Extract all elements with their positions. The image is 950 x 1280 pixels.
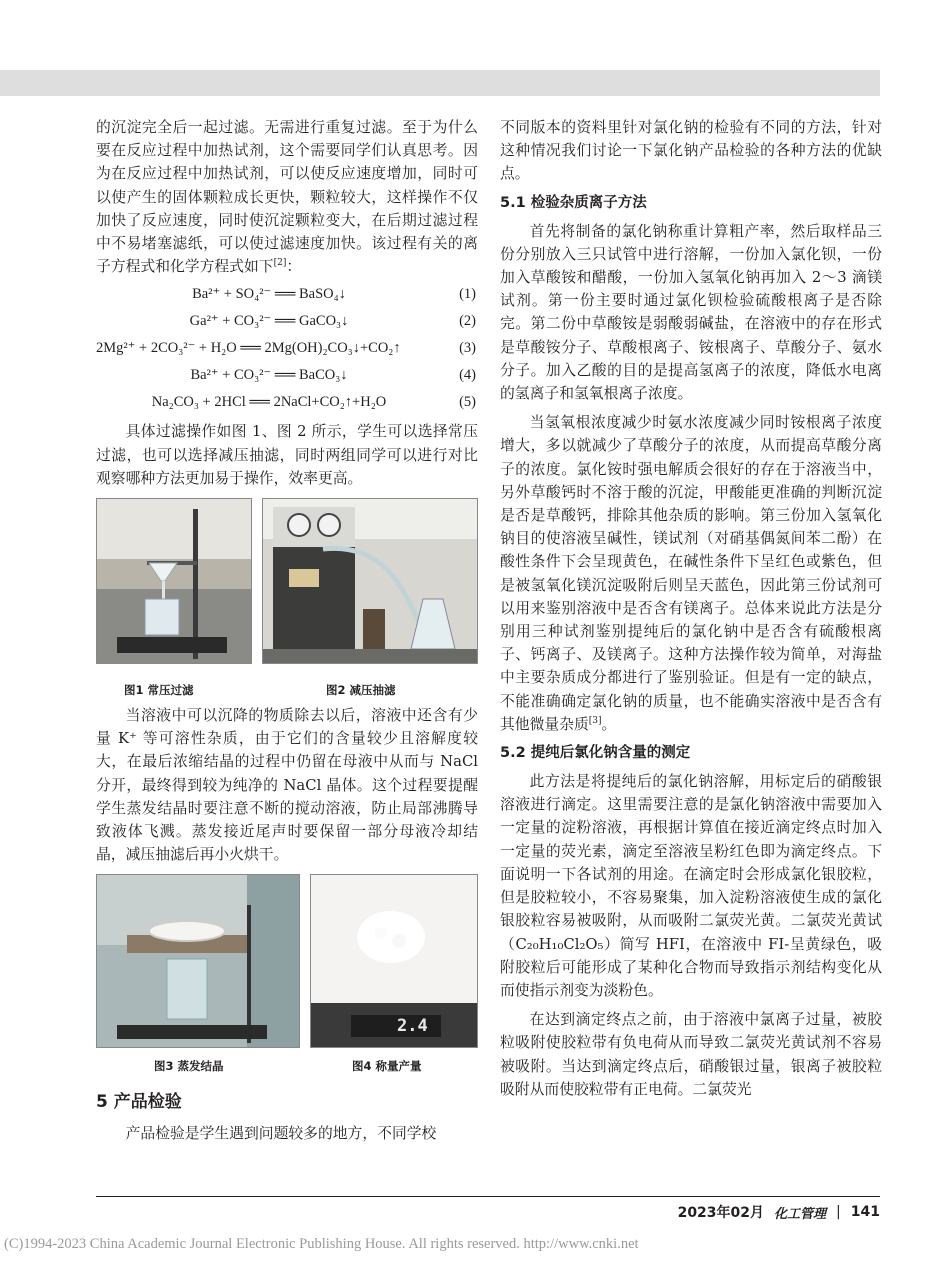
page-footer	[678, 1202, 880, 1222]
left-paragraph-3: 当溶液中可以沉降的物质除去以后，溶液中还含有少量 K⁺ 等可溶性杂质，由于它们的含量较少且溶解度较大，在最后浓缩结晶的过程中仍留在母液中从而与 NaCl 分开，最终得到较为纯净的 NaCl 晶体。这个过程要提醒学生蒸发结晶时要注意不断的搅动溶液，防止局部沸腾导致液体飞溅。蒸发接近尾声时要保留一部分母液冷却结晶，减压抽滤后再小火烘干。	[96, 707, 478, 864]
right-column	[500, 116, 882, 1101]
section-5-2-title: 5.2 提纯后氯化钠含量的测定	[500, 745, 691, 762]
right-paragraph-2: 首先将制备的氯化钠称重计算粗产率，然后取样品三份分别放入三只试管中进行溶解，一份加入氯化钡，一份加入草酸铵和醋酸，一份加入氢氧化钠再加入 2～3 滴镁试剂。第一份主要时通过氯化钡检验硫酸根离子是否除完。第二份中草酸铵是弱酸弱碱盐，在溶液中的存在形式是草酸铵分子、草酸根离子、铵根离子、草酸分子、氨水分子。加入乙酸的目的是提高氢离子的浓度，降低水电离的氢离子和氢氧根离子浓度。	[500, 222, 882, 403]
equation-5: Na₂CO₃ + 2HCl ══ 2NaCl+CO₂↑+H₂O (5)	[151, 394, 476, 411]
figure-3-photo	[96, 874, 300, 1048]
equation-3: 2Mg²⁺ + 2CO₃²⁻ + H₂O ══ 2Mg(OH)₂CO₃↓+CO₂↑ (3)	[96, 340, 476, 357]
left-paragraph-1: 的沉淀完全后一起过滤。无需进行重复过滤。至于为什么要在反应过程中加热试剂，这个需要同学们认真思考。因为在反应过程中加热试剂，可以使反应速度增加，同时可以使产生的固体颗粒成长更快，颗粒较大，这样操作不仅加快了反应速度，同时使沉淀颗粒变大，在后期过滤过程中不易堵塞滤纸，可以使过滤速度加快。该过程有关的离子方程式和化学方程式如下[2]：	[96, 119, 478, 276]
figure-row-1	[96, 498, 478, 674]
footer-separator: |	[836, 1204, 841, 1220]
right-paragraph-3: 当氢氧根浓度减少时氨水浓度减少同时铵根离子浓度增大，多以就减少了草酸分子的浓度，从而提高草酸分离子的浓度。氯化铵时强电解质会很好的存在于溶液当中，另外草酸钙时不溶于酸的沉淀，甲酸能更准确的判断沉淀是否是草酸钙，排除其他杂质的影响。第三份加入氢氧化钠目的使溶液呈碱性，镁试剂（对硝基偶氮间苯二酚）在酸性条件下会呈现黄色，在碱性条件下呈红色或紫色，但是被氢氧化镁沉淀吸附后则呈天蓝色，因此第三份试剂可以用来鉴别溶液中是否含有镁离子。总体来说此方法是分别用三种试剂鉴别提纯后的氯化钠中是否含有硫酸根离子、钙离子、及镁离子。这种方法操作较为简单，对海盐中主要杂质成分都进行了鉴别验证。但是有一定的缺点，不能准确确定氯化钠的质量，也不能确实溶液中是否含有其他微量杂质[3]。	[500, 414, 882, 733]
equation-1: Ba²⁺ + SO₄²⁻ ══ BaSO₄↓ (1)	[192, 286, 476, 303]
right-paragraph-5: 在达到滴定终点之前，由于溶液中氯离子过量，被胶粒吸附使胶粒带有负电荷从而导致二氯荧光黄试剂不容易被吸附。当达到滴定终点后，硝酸银过量，银离子被胶粒吸附从而使胶粒带有正电荷。二氯荧光	[500, 1011, 882, 1098]
figure-row-2	[96, 874, 478, 1050]
balance-weighing-image	[311, 875, 478, 1048]
caption-row-2	[96, 1058, 478, 1080]
figure-2-photo	[262, 498, 478, 664]
right-paragraph-4: 此方法是将提纯后的氯化钠溶解，用标定后的硝酸银溶液进行滴定。这里需要注意的是氯化钠溶液中需要加入一定量的淀粉溶液，再根据计算值在接近滴定终点时加入一定量的荧光素，滴定至溶液呈粉红色即为滴定终点。下面说明一下各试剂的用途。在滴定时会形成氯化银胶粒，但是胶粒较小，不容易聚集，加入淀粉溶液使生成的氯化银胶粒容易被吸附，从而吸附二氯荧光黄。二氯荧光黄试（C₂₀H₁₀Cl₂O₅）简写 HFI，在溶液中 FI-呈黄绿色，吸附胶粒后可能形成了某种化合物而导致指示剂结构变化从而使指示剂变为淡粉色。	[500, 773, 882, 999]
equation-2: Ga²⁺ + CO₃²⁻ ══ GaCO₃↓ (2)	[189, 313, 476, 330]
left-paragraph-4: 产品检验是学生遇到问题较多的地方，不同学校	[125, 1125, 437, 1143]
page-number: 141	[850, 1204, 880, 1220]
figure-1-photo	[96, 498, 252, 664]
vacuum-filtration-image	[263, 499, 478, 664]
evaporation-apparatus-image	[97, 875, 300, 1048]
caption-row-1	[96, 682, 478, 704]
copyright-notice: (C)1994-2023 China Academic Journal Electronic Publishing House. All rights reserved. http://www.cnki.net	[4, 1236, 639, 1252]
left-column	[96, 116, 478, 1146]
filtration-apparatus-image	[97, 499, 252, 664]
issue-date: 2023年02月	[677, 1205, 765, 1221]
footer-rule	[96, 1196, 880, 1197]
section-5-1-title: 5.1 检验杂质离子方法	[500, 194, 647, 211]
left-paragraph-2: 具体过滤操作如图 1、图 2 所示，学生可以选择常压过滤，也可以选择减压抽滤，同时两组同学可以进行对比观察哪种方法更加易于操作，效率更高。	[96, 423, 478, 487]
figure-2-caption: 图2 减压抽滤	[326, 683, 396, 698]
journal-name: 化工管理	[774, 1206, 827, 1222]
figure-3-caption: 图3 蒸发结晶	[154, 1059, 224, 1074]
equation-4: Ba²⁺ + CO₃²⁻ ══ BaCO₃↓ (4)	[190, 367, 476, 384]
right-paragraph-1: 不同版本的资料里针对氯化钠的检验有不同的方法，针对这种情况我们讨论一下氯化钠产品检验的各种方法的优缺点。	[500, 119, 882, 183]
figure-1-caption: 图1 常压过滤	[124, 683, 194, 698]
section-5-title: 5 产品检验	[96, 1092, 182, 1113]
figure-4-photo	[310, 874, 478, 1048]
figure-4-caption: 图4 称量产量	[352, 1059, 422, 1074]
header-band	[0, 70, 880, 96]
equation-list	[96, 281, 478, 416]
balance-display: 2.4	[397, 1016, 428, 1037]
